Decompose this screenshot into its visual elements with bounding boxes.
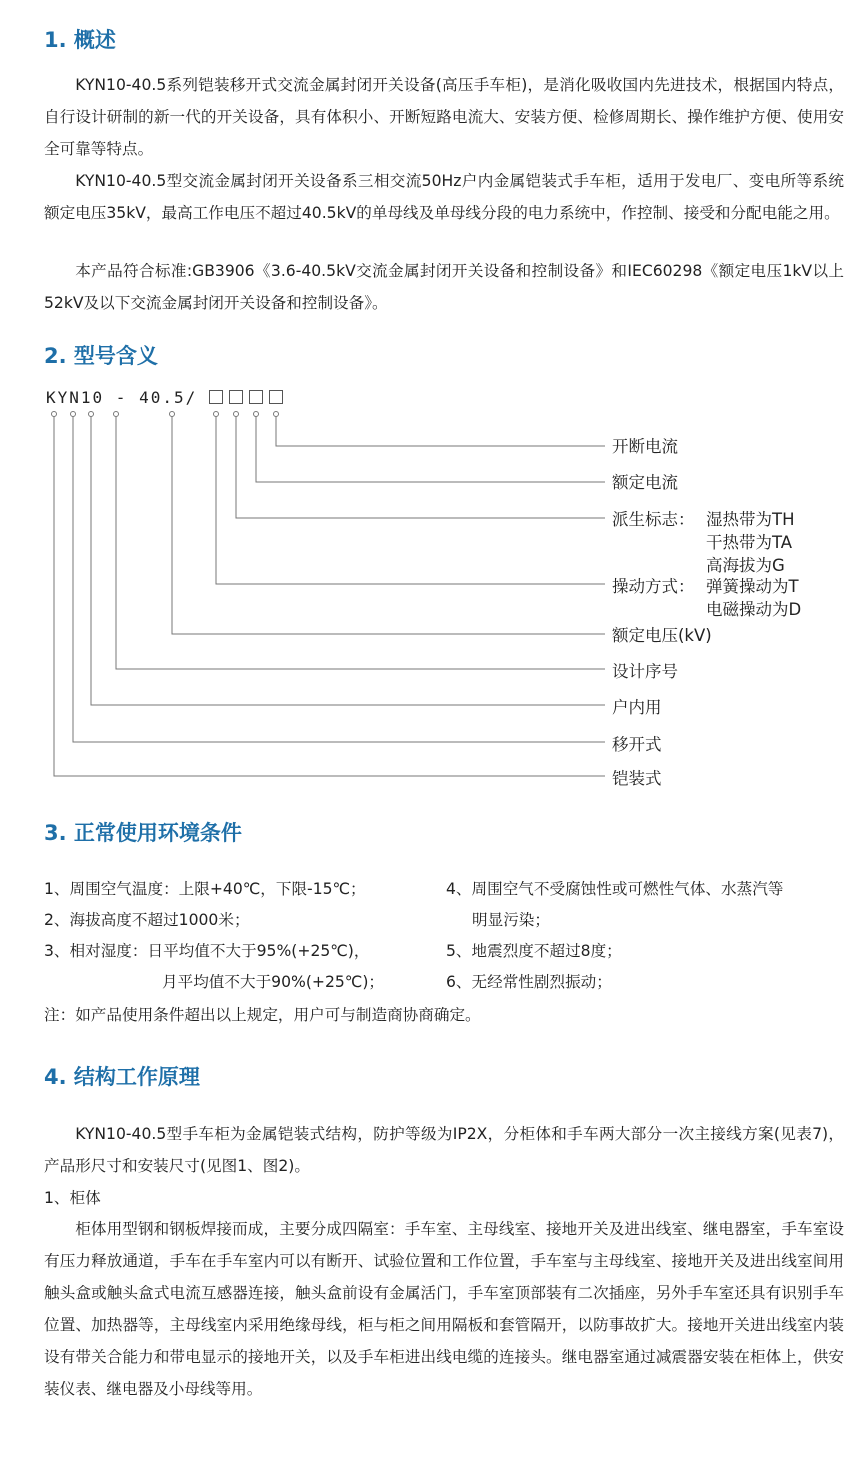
section-2-title: 2. 型号含义 (44, 344, 158, 368)
leader-rated-current (256, 412, 605, 482)
dot-derived-mark (234, 412, 239, 417)
leader-withdrawable (73, 412, 605, 742)
section-4-title: 4. 结构工作原理 (44, 1065, 200, 1089)
condition-3b: 月平均值不大于90%(+25℃)； (162, 973, 384, 991)
label-rated-voltage: 额定电压(kV) (612, 626, 712, 645)
label-breaking-current: 开断电流 (612, 437, 678, 456)
label-operation-spring: 弹簧操动为T (706, 577, 799, 596)
leader-rated-voltage (172, 412, 605, 634)
label-derived-g: 高海拔为G (706, 556, 785, 575)
label-operation-mode: 操动方式： (612, 577, 695, 596)
overview-paragraph-3: 本产品符合标准:GB3906《3.6-40.5kV交流金属封闭开关设备和控制设备》和IEC60298《额定电压1kV以上52kV及以下交流金属封闭开关设备和控制设备》。 (44, 262, 844, 312)
condition-6: 6、无经常性剧烈振动； (446, 973, 612, 991)
code-box-2 (229, 390, 243, 404)
dot-design-number (114, 412, 119, 417)
section-1-title: 1. 概述 (44, 28, 116, 52)
condition-4b: 明显污染； (472, 911, 550, 929)
label-operation-magnet: 电磁操动为D (706, 600, 802, 619)
label-derived-th: 湿热带为TH (706, 510, 795, 529)
condition-1: 1、周围空气温度：上限+40℃，下限-15℃； (44, 880, 366, 898)
leader-design-number (116, 412, 605, 669)
overview-paragraph-1: KYN10-40.5系列铠装移开式交流金属封闭开关设备(高压手车柜)，是消化吸收国内先进技术，根据国内特点，自行设计研制的新一代的开关设备，具有体积小、开断短路电流大、安装方便、检修周期长、操作维护方便、使用安全可靠等特点。 (44, 76, 844, 158)
code-box-4 (269, 390, 283, 404)
condition-3a: 3、相对湿度：日平均值不大于95%(+25℃)， (44, 942, 370, 960)
dot-breaking-current (274, 412, 279, 417)
label-rated-current: 额定电流 (612, 473, 678, 492)
leader-derived-mark (236, 412, 605, 518)
code-box-1 (209, 390, 223, 404)
condition-5: 5、地震烈度不超过8度； (446, 942, 622, 960)
dot-withdrawable (71, 412, 76, 417)
label-armored: 铠装式 (612, 769, 662, 788)
label-indoor: 户内用 (612, 698, 662, 717)
code-box-3 (249, 390, 263, 404)
dot-operation-mode (214, 412, 219, 417)
dot-rated-current (254, 412, 259, 417)
leader-indoor (91, 412, 605, 705)
section-3-title: 3. 正常使用环境条件 (44, 821, 242, 845)
leader-breaking-current (276, 412, 605, 446)
structure-subheading-cabinet: 1、柜体 (44, 1189, 101, 1207)
leader-armored (54, 412, 605, 776)
label-derived-ta: 干热带为TA (706, 533, 793, 552)
structure-paragraph-1: KYN10-40.5型手车柜为金属铠装式结构，防护等级为IP2X，分柜体和手车两大部分一次主接线方案(见表7)，产品形尺寸和安装尺寸(见图1、图2)。 (44, 1125, 844, 1175)
conditions-note: 注：如产品使用条件超出以上规定，用户可与制造商协商确定。 (44, 1006, 481, 1024)
dot-indoor (89, 412, 94, 417)
dot-rated-voltage (170, 412, 175, 417)
model-code: KYN10 - 40.5/ (46, 388, 198, 407)
label-withdrawable: 移开式 (612, 735, 662, 754)
overview-paragraph-2: KYN10-40.5型交流金属封闭开关设备系三相交流50Hz户内金属铠装式手车柜，适用于发电厂、变电所等系统额定电压35kV，最高工作电压不超过40.5kV的单母线及单母线分段的电力系统中，作控制、接受和分配电能之用。 (44, 172, 844, 222)
dot-armored (52, 412, 57, 417)
condition-4a: 4、周围空气不受腐蚀性或可燃性气体、水蒸汽等 (446, 880, 784, 898)
structure-paragraph-2: 柜体用型钢和钢板焊接而成，主要分成四隔室：手车室、主母线室、接地开关及进出线室、继电器室，手车室设有压力释放通道，手车在手车室内可以有断开、试验位置和工作位置，手车室与主母线室、接地开关及进出线室间用触头盒或触头盒式电流互感器连接，触头盒前设有金属活门，手车室顶部装有二次插座，另外手车室还具有识别手车位置、加热器等，主母线室内采用绝缘母线，柜与柜之间用隔板和套管隔开，以防事故扩大。接地开关进出线室内装设有带关合能力和带电显示的接地开关，以及手车柜进出线电缆的连接头。继电器室通过减震器安装在柜体上，供安装仪表、继电器及小母线等用。 (44, 1220, 844, 1398)
label-derived-mark: 派生标志： (612, 510, 695, 529)
condition-2: 2、海拔高度不超过1000米； (44, 911, 250, 929)
label-design-number: 设计序号 (612, 662, 678, 681)
leader-operation-mode (216, 412, 605, 584)
